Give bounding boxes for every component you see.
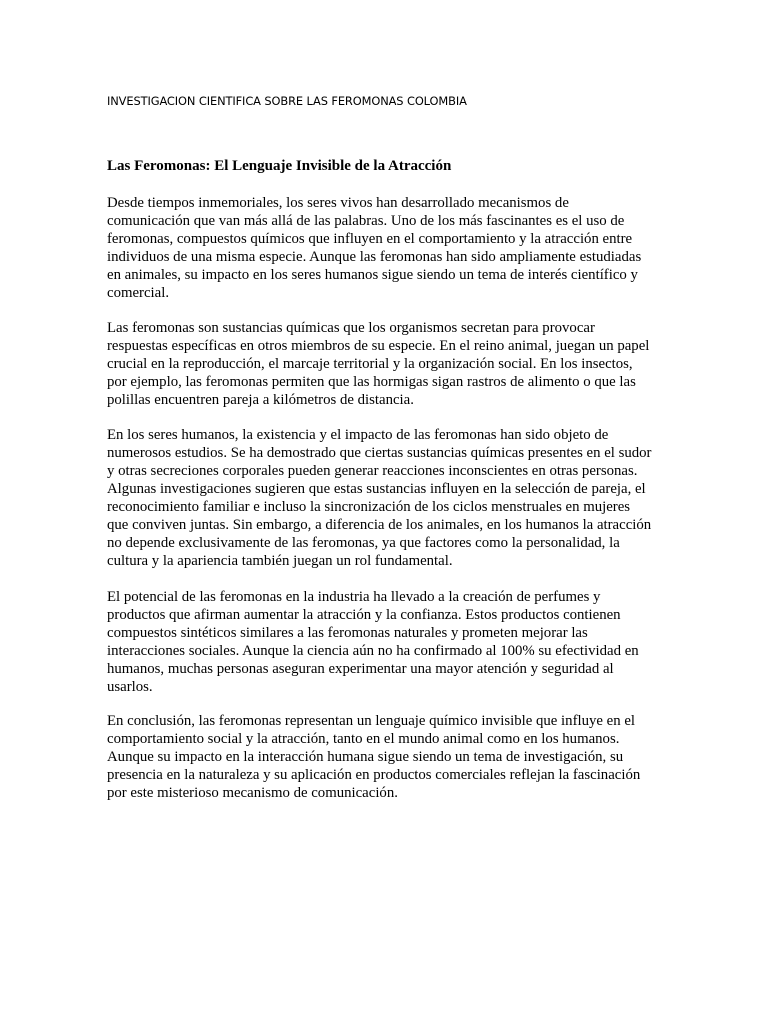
text-line: productos que afirman aumentar la atracción y la confianza. Estos productos contienen: [107, 607, 621, 623]
text-line: comunicación que van más allá de las palabras. Uno de los más fascinantes es el uso de: [107, 213, 625, 229]
text-line: polillas encuentren pareja a kilómetros de distancia.: [107, 392, 414, 408]
text-line: reconocimiento familiar e incluso la sincronización de los ciclos menstruales en mujeres: [107, 499, 631, 515]
text-line: feromonas, compuestos químicos que influyen en el comportamiento y la atracción entre: [107, 231, 633, 247]
text-line: En los seres humanos, la existencia y el impacto de las feromonas han sido objeto de: [107, 427, 609, 443]
text-line: por ejemplo, las feromonas permiten que las hormigas sigan rastros de alimento o que las: [107, 374, 636, 390]
paragraph-industry: [107, 588, 667, 696]
text-line: Desde tiempos inmemoriales, los seres vivos han desarrollado mecanismos de: [107, 195, 569, 211]
text-line: humanos, muchas personas aseguran experimentar una mayor atención y seguridad al: [107, 661, 614, 677]
text-line: usarlos.: [107, 679, 153, 695]
text-line: por este misterioso mecanismo de comunicación.: [107, 785, 398, 801]
text-line: Algunas investigaciones sugieren que estas sustancias influyen en la selección de pareja, el: [107, 481, 646, 497]
text-line: Aunque su impacto en la interacción humana sigue siendo un tema de investigación, su: [107, 749, 624, 765]
text-line: que conviven juntas. Sin embargo, a diferencia de los animales, en los humanos la atracción: [107, 517, 652, 533]
text-line: Las feromonas son sustancias químicas que los organismos secretan para provocar: [107, 320, 595, 336]
document-header: INVESTIGACION CIENTIFICA SOBRE LAS FEROMONAS COLOMBIA: [107, 94, 467, 108]
paragraph-conclusion: [107, 712, 667, 802]
paragraph-humans: [107, 426, 667, 570]
paragraph-introduction: [107, 194, 667, 302]
text-line: En conclusión, las feromonas representan un lenguaje químico invisible que influye en el: [107, 713, 636, 729]
text-line: comportamiento social y la atracción, tanto en el mundo animal como en los humanos.: [107, 731, 620, 747]
text-line: comercial.: [107, 285, 170, 301]
text-line: compuestos sintéticos similares a las feromonas naturales y prometen mejorar las: [107, 625, 588, 641]
text-line: cultura y la apariencia también juegan un rol fundamental.: [107, 553, 453, 569]
text-line: en animales, su impacto en los seres humanos sigue siendo un tema de interés científico y: [107, 267, 638, 283]
text-line: numerosos estudios. Se ha demostrado que ciertas sustancias químicas presentes en el sudor: [107, 445, 652, 461]
text-line: respuestas específicas en otros miembros de su especie. En el reino animal, juegan un papel: [107, 338, 650, 354]
text-line: no depende exclusivamente de las feromonas, ya que factores como la personalidad, la: [107, 535, 620, 551]
text-line: individuos de una misma especie. Aunque las feromonas han sido ampliamente estudiadas: [107, 249, 642, 265]
text-line: El potencial de las feromonas en la industria ha llevado a la creación de perfumes y: [107, 589, 601, 605]
text-line: y otras secreciones corporales pueden generar reacciones inconscientes en otras personas.: [107, 463, 638, 479]
text-line: presencia en la naturaleza y su aplicación en productos comerciales reflejan la fascinación: [107, 767, 641, 783]
document-title: Las Feromonas: El Lenguaje Invisible de la Atracción: [107, 158, 452, 174]
text-line: interacciones sociales. Aunque la ciencia aún no ha confirmado al 100% su efectividad en: [107, 643, 639, 659]
text-line: crucial en la reproducción, el marcaje territorial y la organización social. En los insectos,: [107, 356, 633, 372]
paragraph-animal-kingdom: [107, 319, 667, 409]
